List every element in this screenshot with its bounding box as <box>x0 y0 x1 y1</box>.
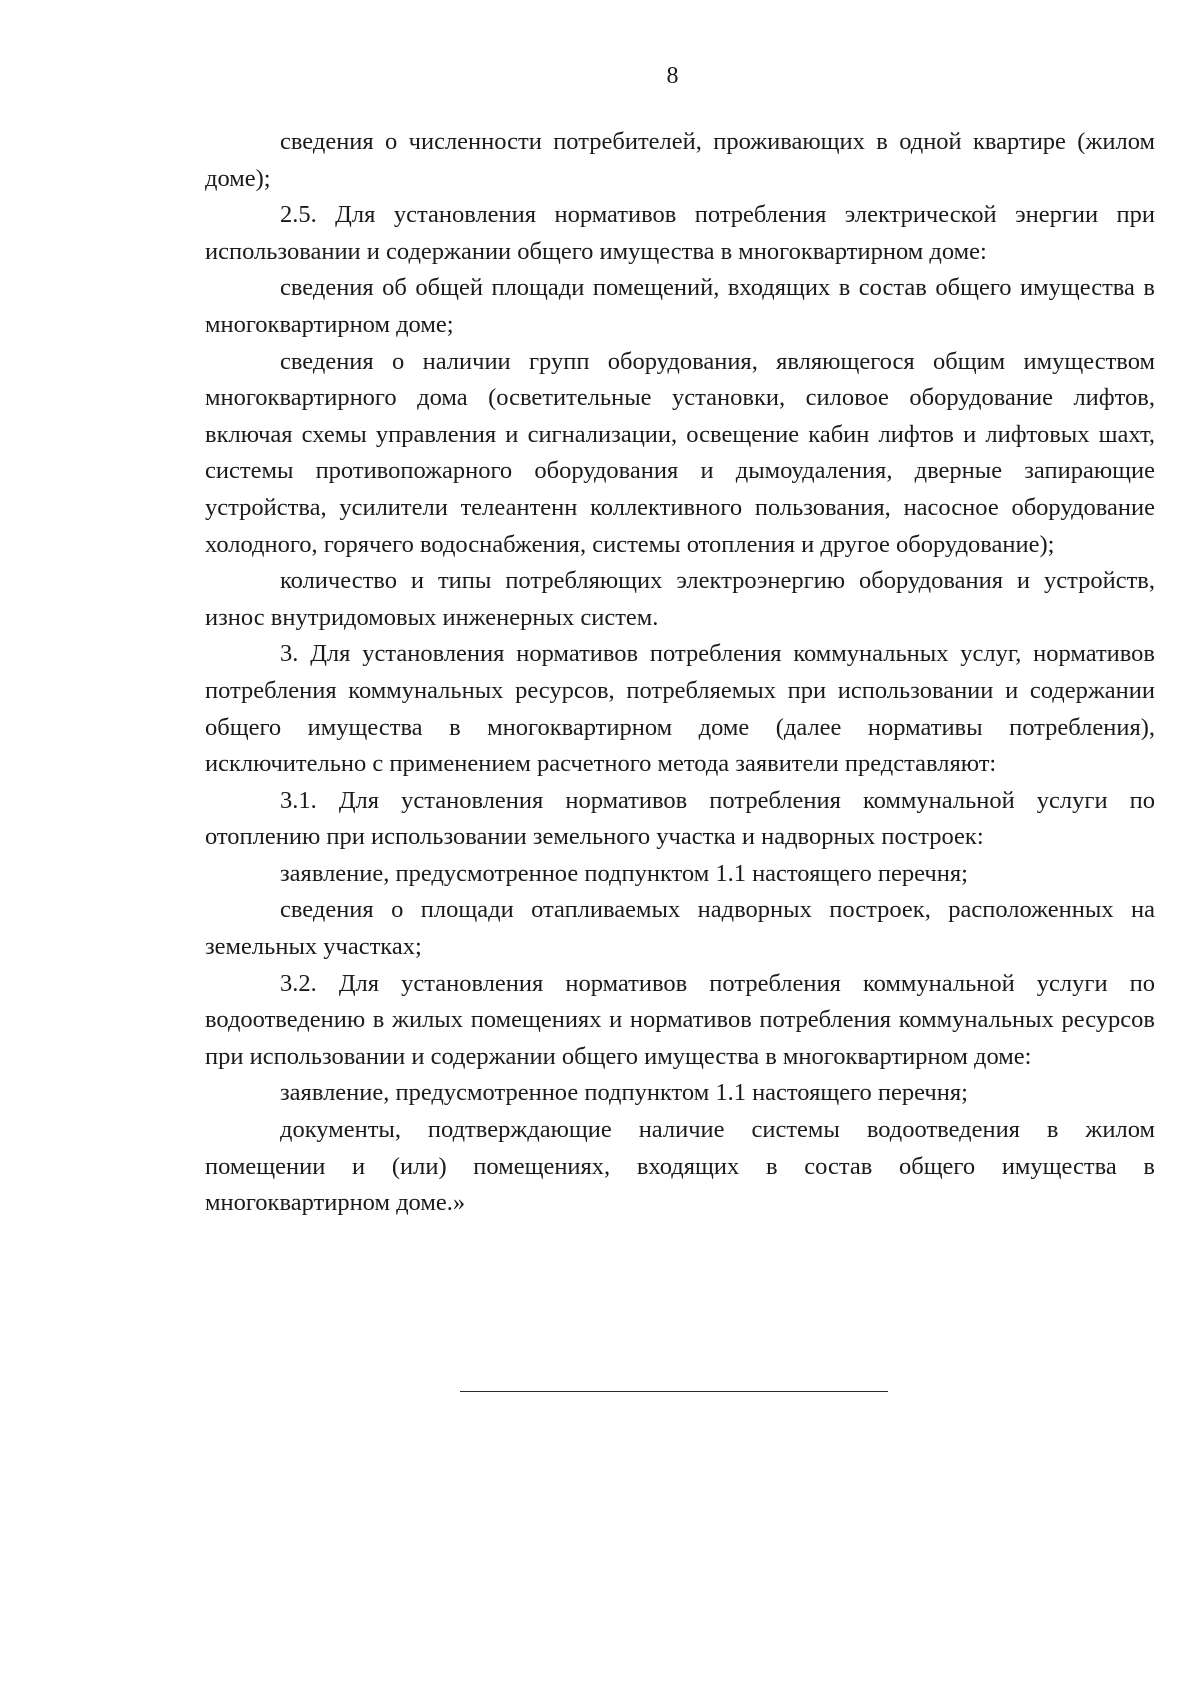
paragraph: 3. Для установления нормативов потребления коммунальных услуг, нормативов потребления коммунальных ресурсов, потребляемых при использовании и содержании общего имущества в многоквартирном доме (далее нормативы потребления), исключительно с применением расчетного метода заявители представляют: <box>205 640 1155 778</box>
paragraph: сведения о численности потребителей, проживающих в одной квартире (жилом доме); <box>205 128 1155 192</box>
paragraph: 3.1. Для установления нормативов потребления коммунальной услуги по отоплению при использовании земельного участка и надворных построек: <box>205 786 1155 851</box>
page-number: 8 <box>666 63 679 89</box>
paragraph: 3.2. Для установления нормативов потребления коммунальной услуги по водоотведению в жилых помещениях и нормативов потребления коммунальных ресурсов при использовании и содержании общего имущества в многоквартирном доме: <box>205 969 1155 1070</box>
paragraph: документы, подтверждающие наличие системы водоотведения в жилом помещении и (или) помещениях, входящих в состав общего имущества в многоквартирном доме.» <box>205 1116 1155 1217</box>
paragraph: сведения о наличии групп оборудования, являющегося общим имуществом многоквартирного дома (осветительные установки, силовое оборудование лифтов, включая схемы управления и сигнализации, освещение кабин лифтов и лифтовых шахт, системы противопожарного оборудования и дымоудаления, дверные запирающие устройства, усилители телеантенн коллективного пользования, насосное оборудование холодного, горячего водоснабжения, системы отопления и другое оборудование); <box>205 347 1155 558</box>
paragraph: 2.5. Для установления нормативов потребления электрической энергии при использовании и содержании общего имущества в многоквартирном доме: <box>205 201 1155 265</box>
paragraph: заявление, предусмотренное подпунктом 1.1 настоящего перечня; <box>280 859 968 887</box>
document-body <box>205 124 1155 1222</box>
paragraph: сведения об общей площади помещений, входящих в состав общего имущества в многоквартирном доме; <box>205 274 1155 338</box>
paragraph: количество и типы потребляющих электроэнергию оборудования и устройств, износ внутридомовых инженерных систем. <box>205 567 1155 631</box>
end-divider-line <box>460 1391 888 1392</box>
paragraph: сведения о площади отапливаемых надворных построек, расположенных на земельных участках; <box>205 896 1155 961</box>
paragraph: заявление, предусмотренное подпунктом 1.1 настоящего перечня; <box>280 1079 968 1107</box>
